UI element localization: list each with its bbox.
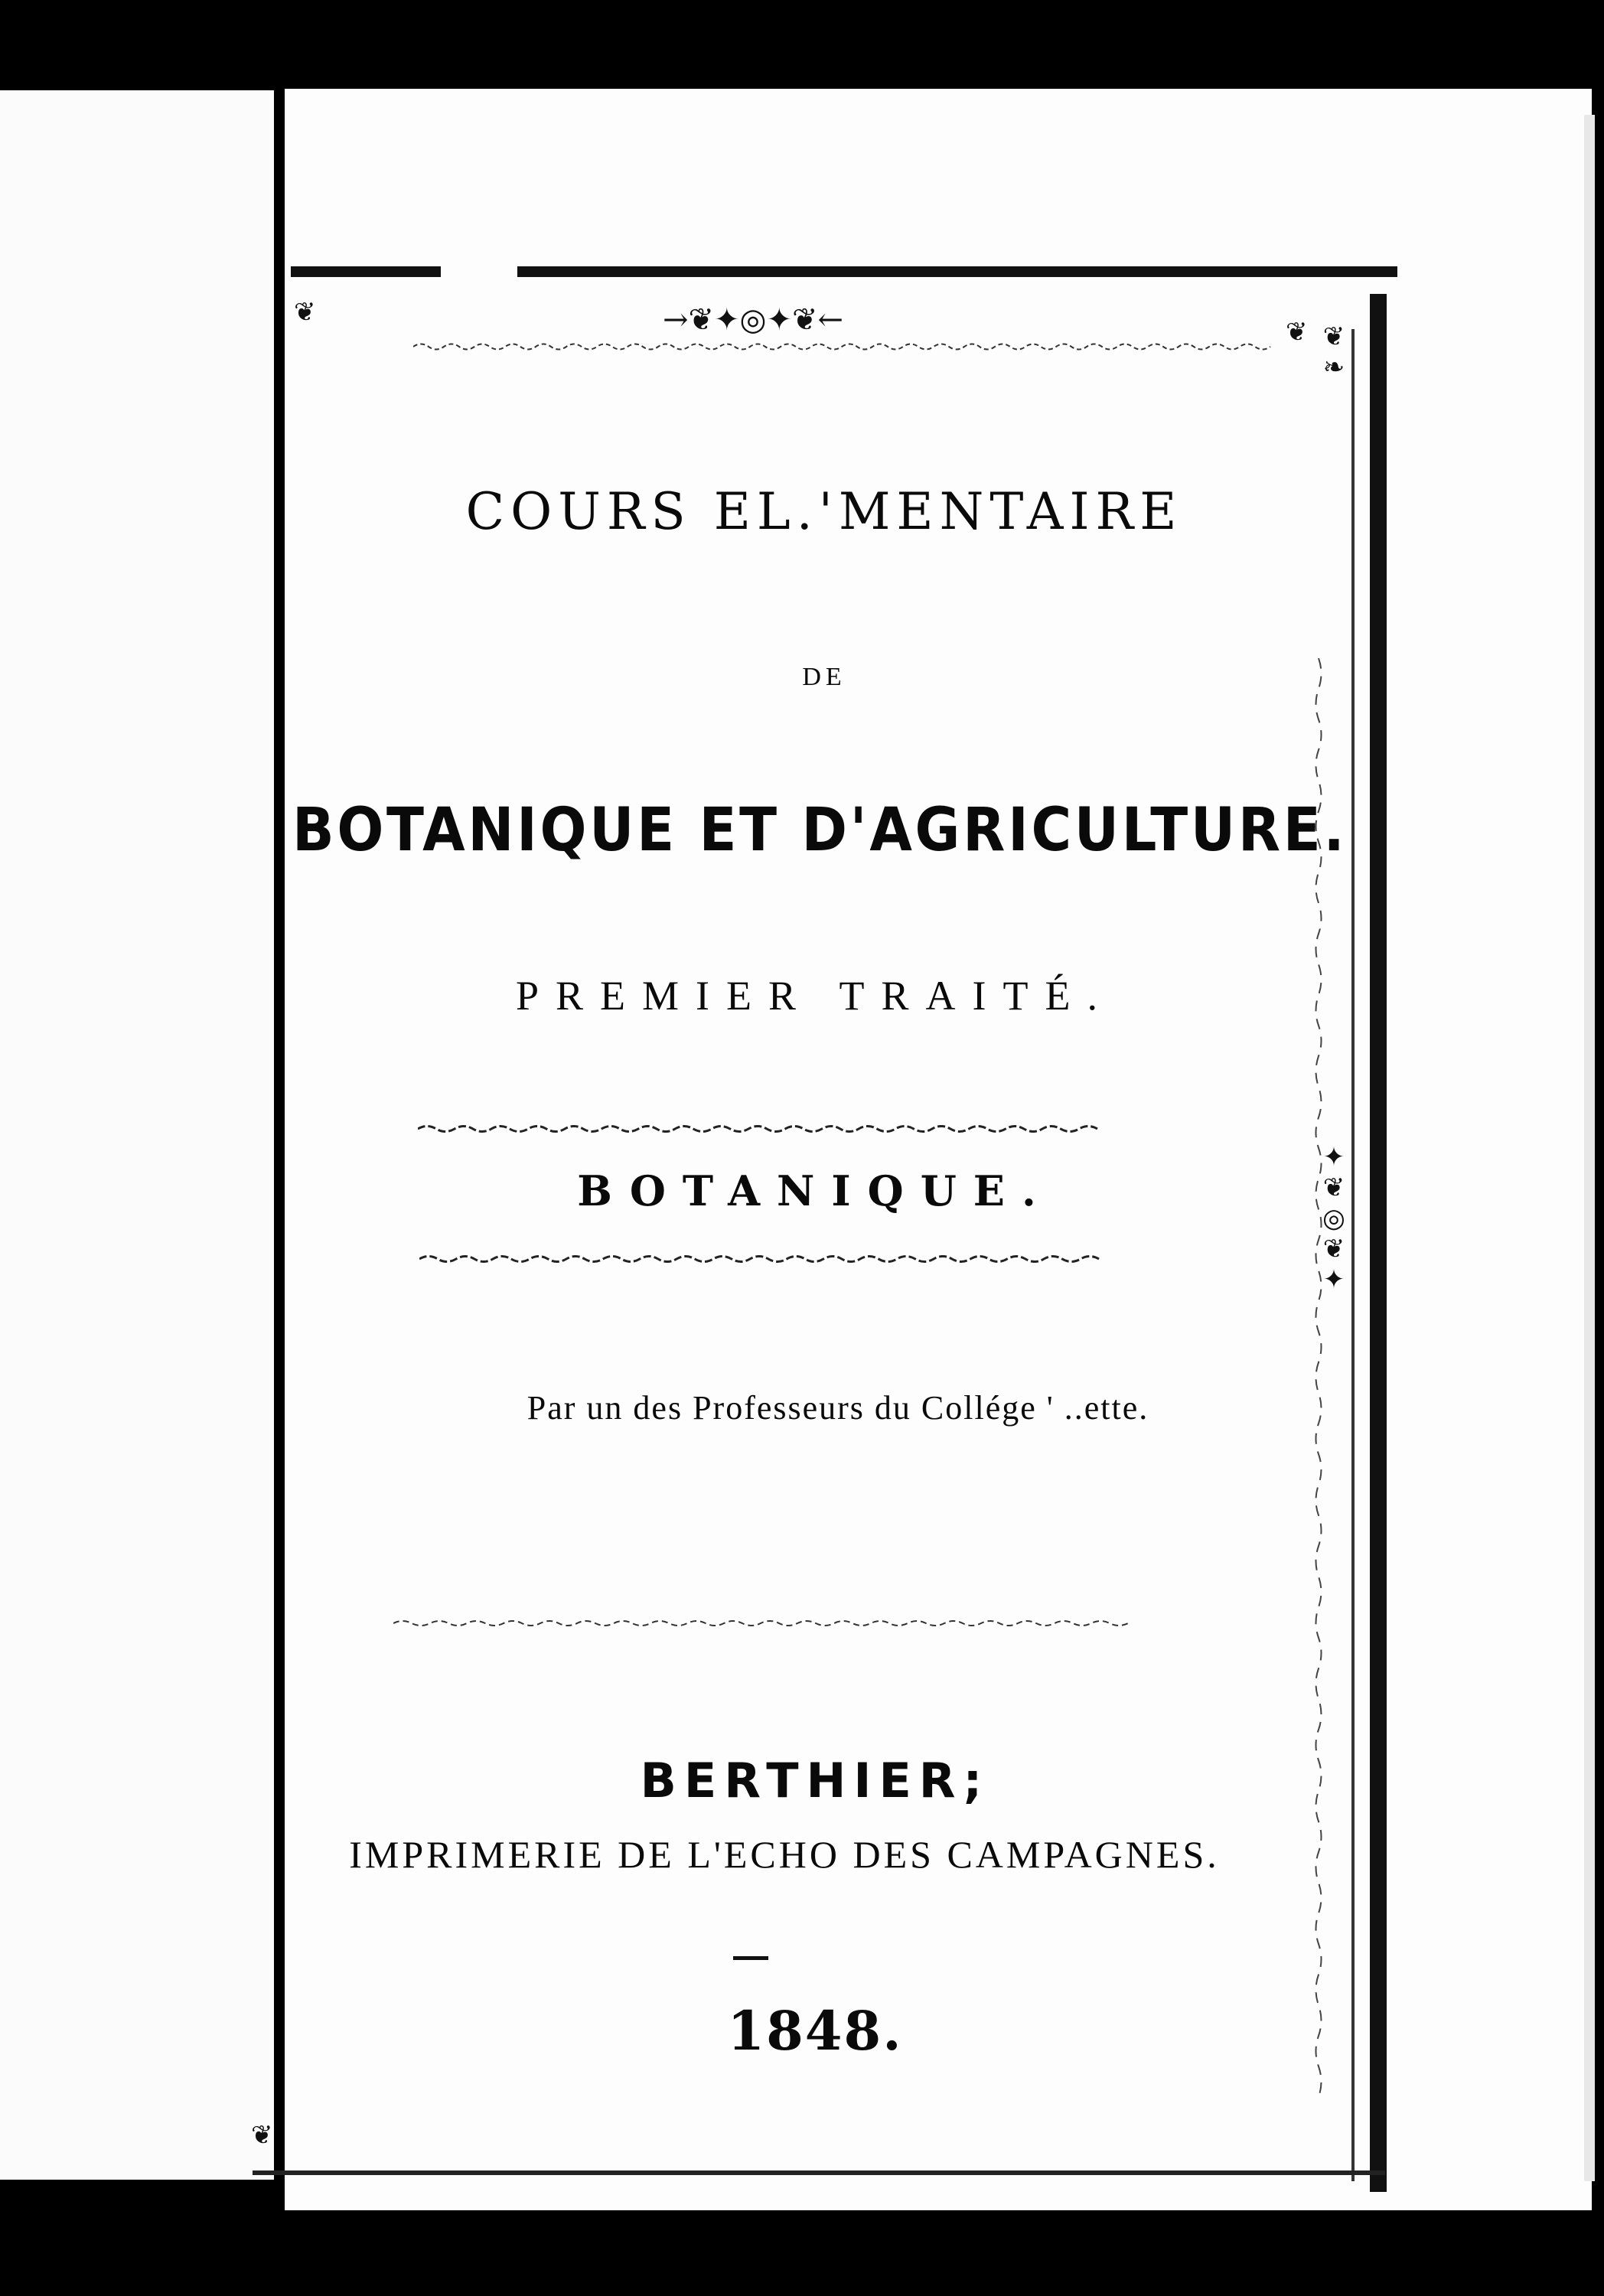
corner-ornament-icon: ❦ — [1286, 317, 1308, 347]
side-ornament-icon: ✦❦◎❦✦ — [1319, 1142, 1349, 1295]
frame-right-inner-rule — [1351, 329, 1355, 2181]
corner-ornament-icon: ❦ — [251, 2120, 273, 2151]
imprint-printer: IMPRIMERIE DE L'ECHO DES CAMPAGNES. — [349, 1833, 1220, 1876]
frame-bottom-rule — [253, 2170, 1385, 2175]
page-edge — [1584, 115, 1595, 2181]
side-ornament-icon: ❦❧ — [1319, 321, 1349, 383]
title-line-cours: COURS EL.'MENTAIRE — [465, 482, 1183, 541]
frame-top-rule — [291, 266, 441, 277]
section-title-botanique: BOTANIQUE. — [577, 1166, 1053, 1215]
wavy-rule — [418, 1122, 1104, 1136]
wavy-rule — [413, 340, 1278, 354]
wavy-rule — [393, 1616, 1143, 1630]
frame-top-rule — [517, 266, 1397, 277]
title-page — [285, 89, 1592, 2210]
subtitle-premier-traite: PREMIER TRAITÉ. — [515, 973, 1114, 1019]
headpiece-ornament-icon: →❦✦◎✦❦← — [663, 302, 843, 338]
imprint-place: BERTHIER; — [640, 1753, 990, 1808]
frame-right-rule — [1370, 294, 1387, 2192]
title-line-de: DE — [802, 663, 846, 691]
byline: Par un des Professeurs du Collége ' ..ette. — [527, 1389, 1149, 1427]
main-title: BOTANIQUE ET D'AGRICULTURE. — [292, 796, 1348, 865]
wavy-side-rule — [1307, 658, 1330, 2112]
wavy-rule — [419, 1252, 1105, 1266]
corner-ornament-icon: ❦ — [294, 297, 316, 328]
imprint-year: 1848. — [727, 1999, 903, 2063]
short-rule — [733, 1956, 768, 1960]
